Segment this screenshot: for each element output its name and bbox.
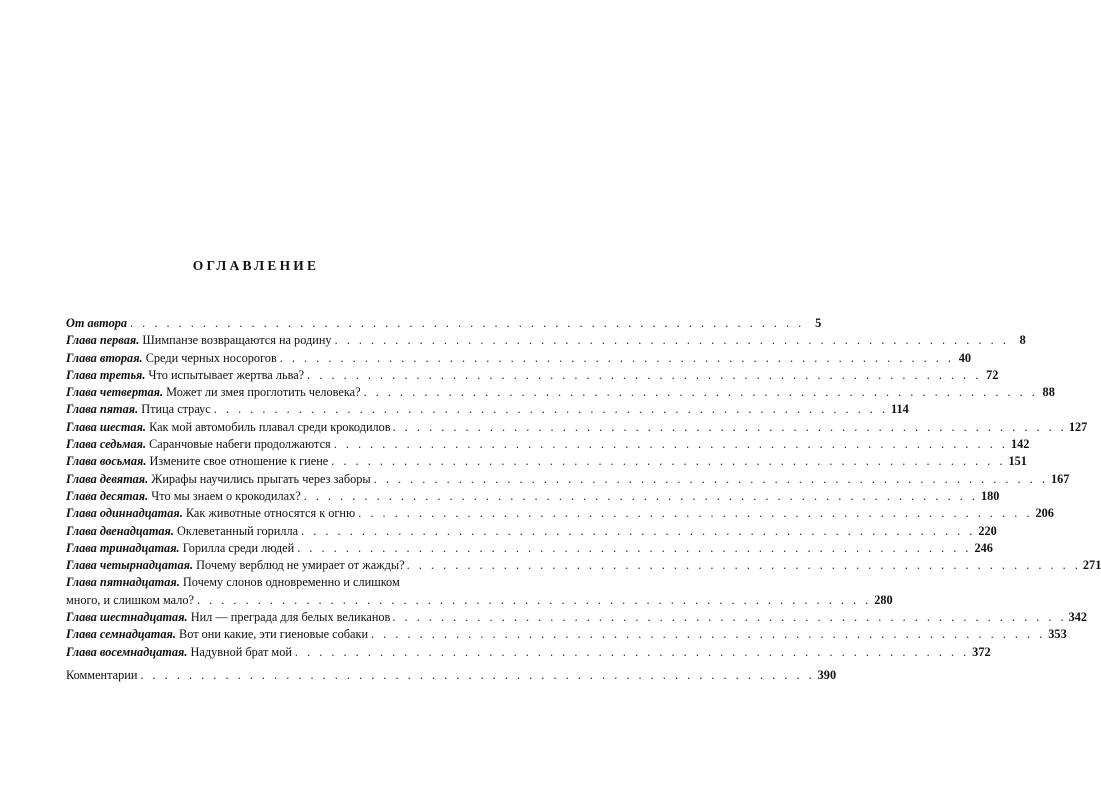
dot-leader [297,540,971,557]
toc-page: 72 [986,367,999,382]
toc-page: 220 [978,523,997,538]
toc-title: Надувной брат мой [190,644,292,659]
toc-label: Глава восьмая. [66,454,147,469]
toc-label: Глава седьмая. [66,437,147,452]
toc-title: Что мы знаем о крокодилах? [151,488,301,503]
table-of-contents [66,315,1101,684]
toc-entry-5 [66,401,909,418]
toc-entry-11 [66,505,1054,522]
toc-title-continuation: много, и слишком мало? [66,592,194,607]
toc-title: Нил — преграда для белых великанов [190,610,391,625]
dot-leader [214,401,888,418]
toc-label: Глава девятая. [66,471,149,486]
toc-entry-15 [66,574,486,591]
dot-leader [280,350,954,367]
dot-leader [295,644,969,661]
dot-leader [374,471,1048,488]
dot-leader [358,505,1032,522]
toc-label: Глава восемнадцатая. [66,644,188,659]
toc-heading: ОГЛАВЛЕНИЕ [192,258,320,273]
toc-title: Вот они какие, эти гиеновые собаки [179,627,369,642]
toc-label: Глава третья. [66,367,146,382]
dot-leader [301,523,975,540]
toc-page: 280 [874,592,893,607]
dot-leader [331,453,1005,470]
toc-entry-2 [66,350,971,367]
toc-page: 342 [1068,610,1088,625]
toc-title: Саранчовые набеги продолжаются [149,437,331,452]
toc-entry-18 [66,644,991,661]
toc-entry-7 [66,436,1030,453]
toc-page: 127 [1068,419,1088,434]
dot-leader [334,436,1008,453]
toc-label: Глава пятнадцатая. [66,575,180,590]
toc-page: 114 [891,402,909,417]
toc-page: 88 [1042,385,1055,400]
toc-label: Глава четырнадцатая. [66,558,194,573]
dot-leader [130,315,804,332]
toc-entry-17 [66,626,1067,643]
toc-title: Комментарии [66,667,138,682]
toc-label: Глава первая. [66,333,140,348]
toc-label: Глава двенадцатая. [66,523,174,538]
toc-entry-15-continuation [66,592,893,609]
toc-title: Почему слонов одновременно и слишком [182,575,400,590]
dot-leader [393,419,1067,436]
dot-leader [371,626,1045,643]
toc-page: 353 [1048,627,1067,642]
toc-label: От автора [66,316,128,330]
toc-entry-10 [66,488,1000,505]
dot-leader [140,667,814,684]
toc-page: 180 [980,488,1000,503]
toc-title: Как мой автомобиль плавал среди крокодилов [149,419,391,434]
toc-page: 372 [972,644,991,659]
toc-entry-16 [66,609,1088,626]
toc-title: Жирафы научились прыгать через заборы [151,471,371,486]
toc-title: Оклеветанный горилла [177,523,299,538]
toc-label: Глава четвертая. [66,385,164,400]
toc-label: Глава семнадцатая. [66,627,176,642]
toc-title: Птица страус [141,402,211,417]
toc-page: 271 [1082,558,1101,573]
toc-entry-8 [66,453,1027,470]
toc-page: 5 [815,316,822,330]
toc-label: Глава шестая. [66,419,146,434]
toc-entry-9 [66,471,1070,488]
toc-page: 390 [817,667,837,682]
dot-leader [407,557,1081,574]
toc-entry-13 [66,540,993,557]
toc-page: 167 [1050,471,1070,486]
toc-label: Глава шестнадцатая. [66,610,188,625]
toc-label: Глава одиннадцатая. [66,506,183,521]
toc-entry-3 [66,367,999,384]
dot-leader [307,367,981,384]
toc-page: 8 [1019,333,1026,348]
toc-title: Что испытывает жертва льва? [148,367,305,382]
toc-entry-1 [66,332,1026,349]
toc-title: Среди черных носорогов [145,350,277,365]
dot-leader [197,592,871,609]
toc-entry-6 [66,419,1088,436]
dot-leader [364,384,1038,401]
toc-entry-12 [66,523,997,540]
toc-title: Шимпанзе возвращаются на родину [142,333,332,348]
toc-label: Глава пятая. [66,402,139,417]
toc-entry-comments [66,667,837,684]
toc-title: Горилла среди людей [182,540,295,555]
toc-page: 151 [1008,454,1027,469]
toc-entry-14 [66,557,1101,574]
dot-leader [392,609,1066,626]
toc-title: Почему верблюд не умирает от жажды? [196,558,405,573]
toc-title: Как животные относятся к огню [185,506,356,521]
toc-page: 40 [958,350,971,365]
dot-leader [304,488,978,505]
dot-leader [335,332,1009,349]
toc-page: 246 [974,540,993,555]
toc-page: 206 [1035,506,1054,521]
toc-label: Глава тринадцатая. [66,540,180,555]
toc-entry-4 [66,384,1055,401]
toc-label: Глава вторая. [66,350,143,365]
toc-entry-author [66,315,822,332]
toc-label: Глава десятая. [66,488,149,503]
toc-title: Может ли змея проглотить человека? [166,385,361,400]
toc-page: 142 [1010,437,1030,452]
toc-title: Измените свое отношение к гиене [149,454,329,469]
